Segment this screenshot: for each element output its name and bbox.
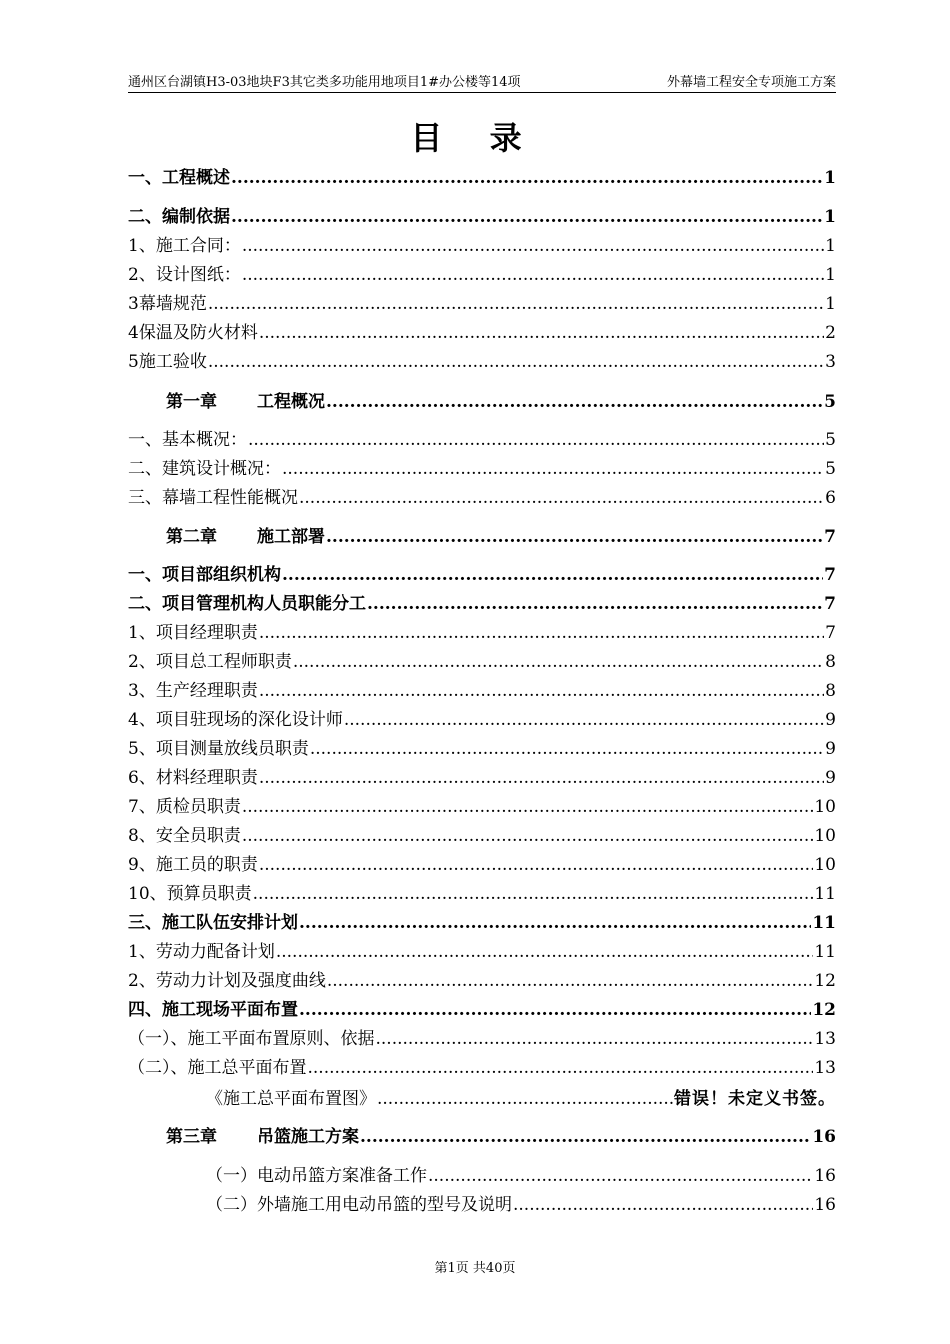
toc-entry[interactable] <box>128 853 836 877</box>
toc-entry[interactable] <box>128 621 836 645</box>
toc-entry[interactable] <box>128 166 836 190</box>
toc-dot-leader <box>259 679 824 703</box>
toc-entry-text: 5施工验收 <box>128 352 207 372</box>
toc-entry-title <box>128 457 281 481</box>
toc-dot-leader <box>208 350 824 374</box>
toc-page-number: 9 <box>825 768 836 788</box>
header-document-title: 外幕墙工程安全专项施工方案 <box>666 75 836 90</box>
toc-entry[interactable] <box>128 428 836 452</box>
toc-entry-title <box>128 1056 307 1080</box>
toc-entry-title <box>166 1125 359 1149</box>
toc-dot-leader <box>242 824 814 848</box>
toc-title: 目 录 <box>410 119 540 157</box>
page-header <box>128 74 836 93</box>
toc-entry[interactable] <box>206 1164 836 1188</box>
toc-page-number: 16 <box>814 1166 836 1186</box>
toc-entry[interactable] <box>128 737 836 761</box>
toc-entry-text: 2、设计图纸： <box>128 265 241 285</box>
toc-entry[interactable] <box>128 321 836 345</box>
toc-entry-text: 3、生产经理职责 <box>128 681 258 701</box>
toc-dot-leader <box>344 708 824 732</box>
toc-entry-title <box>128 998 298 1022</box>
toc-page-number: 1 <box>825 294 836 314</box>
toc-entry-title <box>128 292 207 316</box>
toc-entry[interactable] <box>128 234 836 258</box>
toc-entry-title <box>128 911 298 935</box>
toc-page-number: 7 <box>824 594 836 614</box>
toc-page-number: 13 <box>814 1029 836 1049</box>
toc-entry-text: 7、质检员职责 <box>128 797 241 817</box>
toc-page-number: 12 <box>814 971 836 991</box>
toc-dot-leader <box>299 486 824 510</box>
toc-dot-leader <box>276 940 814 964</box>
toc-page-number: 3 <box>825 352 836 372</box>
toc-entry-title <box>128 321 258 345</box>
toc-dot-leader <box>308 1056 814 1080</box>
toc-entry[interactable] <box>128 350 836 374</box>
toc-page-number: 6 <box>825 488 836 508</box>
toc-dot-leader <box>259 853 814 877</box>
toc-entry-text: 3幕墙规范 <box>128 294 207 314</box>
toc-entry-title <box>128 263 241 287</box>
toc-page-number: 1 <box>825 265 836 285</box>
toc-entry-title <box>128 621 258 645</box>
header-project-name: 通州区台湖镇H3-03地块F3其它类多功能用地项目1#办公楼等14项 <box>128 75 521 90</box>
toc-entry-text: 四、施工现场平面布置 <box>128 1000 298 1020</box>
toc-dot-leader <box>248 428 824 452</box>
toc-entry-title <box>128 563 281 587</box>
toc-page-number: 10 <box>814 855 836 875</box>
toc-page-number: 7 <box>824 527 836 547</box>
toc-entry-text: 2、劳动力计划及强度曲线 <box>128 971 326 991</box>
toc-page-number: 1 <box>824 168 836 188</box>
toc-entry-text: 施工部署 <box>257 527 325 547</box>
toc-entry-text: 1、项目经理职责 <box>128 623 258 643</box>
toc-dot-leader <box>513 1193 813 1217</box>
toc-entry[interactable] <box>128 1056 836 1080</box>
toc-dot-leader <box>259 321 824 345</box>
toc-entry-title <box>206 1087 376 1111</box>
toc-page-number: 10 <box>814 826 836 846</box>
toc-dot-leader <box>377 1087 673 1111</box>
toc-page-number: 9 <box>825 710 836 730</box>
toc-dot-leader <box>242 795 814 819</box>
toc-entry-text: 2、项目总工程师职责 <box>128 652 292 672</box>
toc-entry-text: 10、预算员职责 <box>128 884 252 904</box>
toc-entry-title <box>128 679 258 703</box>
toc-page-number: 1 <box>825 236 836 256</box>
toc-page-number: 8 <box>825 652 836 672</box>
toc-entry[interactable] <box>206 1087 836 1111</box>
toc-entry-title <box>166 525 325 549</box>
toc-entry[interactable] <box>166 390 836 414</box>
toc-entry-title <box>128 708 343 732</box>
toc-entry-text: 1、劳动力配备计划 <box>128 942 275 962</box>
toc-dot-leader <box>299 911 811 935</box>
toc-page-number: 16 <box>814 1195 836 1215</box>
toc-dot-leader <box>259 766 824 790</box>
toc-dot-leader <box>299 998 811 1022</box>
toc-entry-text: 一、工程概述 <box>128 168 230 188</box>
toc-page-number: 11 <box>814 942 836 962</box>
toc-chapter-number: 第二章 <box>166 527 217 547</box>
toc-entry-title <box>206 1193 512 1217</box>
toc-entry-text: 三、幕墙工程性能概况 <box>128 488 298 508</box>
toc-entry-text: 1、施工合同： <box>128 236 241 256</box>
toc-entry[interactable] <box>128 563 836 587</box>
toc-entry[interactable] <box>128 940 836 964</box>
toc-entry[interactable] <box>128 969 836 993</box>
toc-entry-text: 一、项目部组织机构 <box>128 565 281 585</box>
toc-entry[interactable] <box>128 457 836 481</box>
toc-entry-text: 《施工总平面布置图》 <box>206 1089 376 1109</box>
toc-entry[interactable] <box>128 650 836 674</box>
toc-entry-title <box>128 969 326 993</box>
toc-entry-title <box>128 234 241 258</box>
toc-entry-title <box>128 766 258 790</box>
toc-page-number: 9 <box>825 739 836 759</box>
toc-dot-leader <box>310 737 824 761</box>
toc-entry[interactable] <box>128 292 836 316</box>
toc-page-number: 12 <box>812 1000 836 1020</box>
toc-entry-text: 5、项目测量放线员职责 <box>128 739 309 759</box>
toc-entry-title <box>128 1027 375 1051</box>
toc-entry-text: （二）外墙施工用电动吊篮的型号及说明 <box>206 1195 512 1215</box>
toc-page-number: 7 <box>825 623 836 643</box>
toc-page-number: 16 <box>812 1127 836 1147</box>
toc-dot-leader <box>253 882 814 906</box>
toc-entry-text: 6、材料经理职责 <box>128 768 258 788</box>
toc-entry[interactable] <box>166 525 836 549</box>
toc-page-number: 10 <box>814 797 836 817</box>
toc-dot-leader <box>282 563 823 587</box>
toc-entry[interactable] <box>128 766 836 790</box>
toc-entry-title <box>166 390 325 414</box>
toc-entry[interactable] <box>128 708 836 732</box>
toc-entry-title <box>128 205 230 229</box>
toc-entry-title <box>128 166 230 190</box>
toc-entry-title <box>128 737 309 761</box>
toc-dot-leader <box>326 390 823 414</box>
toc-entry-text: 4、项目驻现场的深化设计师 <box>128 710 343 730</box>
toc-page-number: 错误！未定义书签。 <box>674 1089 836 1109</box>
toc-entry-text: 二、建筑设计概况： <box>128 459 281 479</box>
toc-entry-text: 吊篮施工方案 <box>257 1127 359 1147</box>
toc-dot-leader <box>326 525 823 549</box>
toc-entry-text: 三、施工队伍安排计划 <box>128 913 298 933</box>
toc-page-number: 1 <box>824 207 836 227</box>
toc-entry-title <box>128 940 275 964</box>
toc-entry[interactable] <box>128 205 836 229</box>
page-footer: 第1页 共40页 <box>434 1261 516 1276</box>
toc-entry-text: 4保温及防火材料 <box>128 323 258 343</box>
toc-entry-title <box>206 1164 427 1188</box>
toc-dot-leader <box>293 650 824 674</box>
toc-entry-text: （二）、施工总平面布置 <box>128 1058 307 1078</box>
toc-entry[interactable] <box>128 795 836 819</box>
toc-entry-text: （一）、施工平面布置原则、依据 <box>128 1029 375 1049</box>
toc-page-number: 2 <box>825 323 836 343</box>
toc-entry-text: 8、安全员职责 <box>128 826 241 846</box>
toc-dot-leader <box>282 457 824 481</box>
toc-page-number: 5 <box>825 459 836 479</box>
toc-page-number: 5 <box>824 392 836 412</box>
toc-entry-text: 二、项目管理机构人员职能分工 <box>128 594 366 614</box>
toc-dot-leader <box>376 1027 814 1051</box>
toc-dot-leader <box>242 263 824 287</box>
toc-dot-leader <box>242 234 824 258</box>
toc-entry[interactable] <box>128 824 836 848</box>
toc-entry[interactable] <box>128 679 836 703</box>
toc-entry[interactable] <box>206 1193 836 1217</box>
toc-entry[interactable] <box>128 486 836 510</box>
toc-dot-leader <box>360 1125 811 1149</box>
toc-entry-title <box>128 428 247 452</box>
toc-entry-title <box>128 486 298 510</box>
toc-entry-text: 一、基本概况： <box>128 430 247 450</box>
toc-entry-text: 工程概况 <box>257 392 325 412</box>
toc-page-number: 11 <box>814 884 836 904</box>
toc-chapter-number: 第三章 <box>166 1127 217 1147</box>
toc-entry-title <box>128 824 241 848</box>
toc-dot-leader <box>327 969 814 993</box>
toc-dot-leader <box>208 292 824 316</box>
toc-entry-text: 9、施工员的职责 <box>128 855 258 875</box>
toc-entry[interactable] <box>128 998 836 1022</box>
toc-entry-title <box>128 650 292 674</box>
toc-entry[interactable] <box>128 1027 836 1051</box>
toc-entry[interactable] <box>128 882 836 906</box>
toc-entry-text: 二、编制依据 <box>128 207 230 227</box>
toc-dot-leader <box>231 166 823 190</box>
toc-page-number: 7 <box>824 565 836 585</box>
toc-page-number: 5 <box>825 430 836 450</box>
toc-dot-leader <box>231 205 823 229</box>
toc-dot-leader <box>428 1164 813 1188</box>
toc-entry[interactable] <box>128 263 836 287</box>
toc-entry[interactable] <box>166 1125 836 1149</box>
toc-entry[interactable] <box>128 911 836 935</box>
toc-entry-title <box>128 350 207 374</box>
toc-chapter-number: 第一章 <box>166 392 217 412</box>
toc-dot-leader <box>367 592 823 616</box>
toc-entry-title <box>128 795 241 819</box>
toc-entry-text: （一）电动吊篮方案准备工作 <box>206 1166 427 1186</box>
toc-page-number: 13 <box>814 1058 836 1078</box>
toc-entry-title <box>128 853 258 877</box>
toc-page-number: 11 <box>812 913 836 933</box>
toc-page-number: 8 <box>825 681 836 701</box>
toc-dot-leader <box>259 621 824 645</box>
toc-entry-title <box>128 882 252 906</box>
toc-entry-title <box>128 592 366 616</box>
toc-entry[interactable] <box>128 592 836 616</box>
